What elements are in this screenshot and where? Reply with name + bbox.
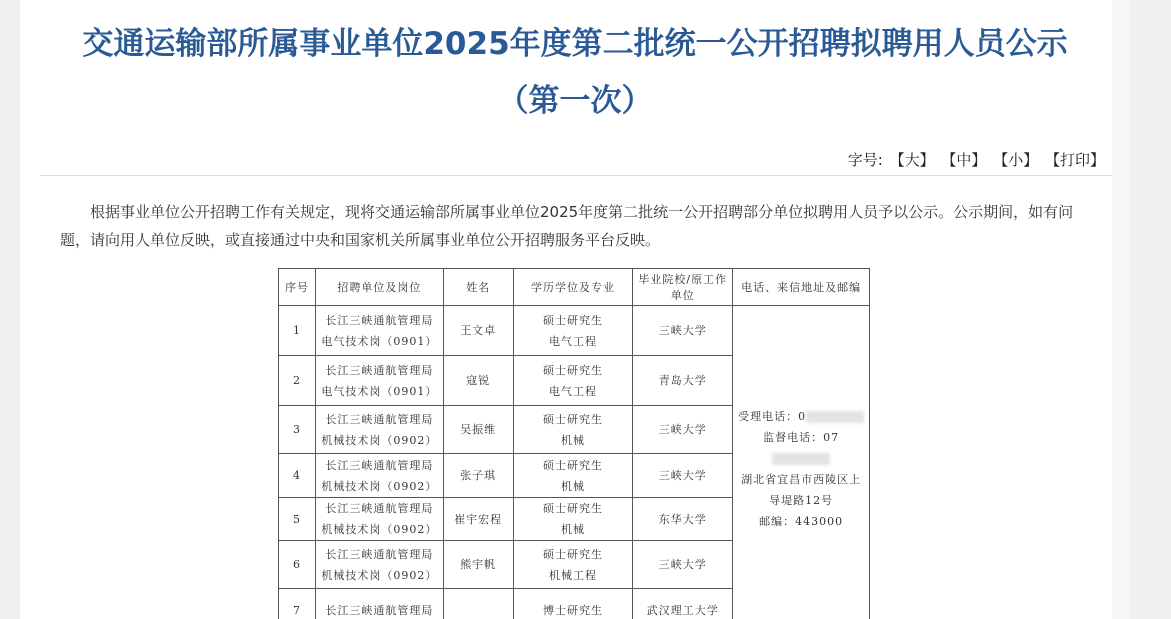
post-text: 机械技术岗（0902） bbox=[321, 568, 438, 582]
cell-name: 王文卓 bbox=[443, 306, 513, 356]
degree-text: 硕士研究生 bbox=[542, 502, 603, 515]
degree-text: 硕士研究生 bbox=[542, 313, 603, 327]
cell-degree bbox=[513, 406, 633, 454]
unit-text: 长江三峡通航管理局 bbox=[325, 502, 434, 515]
post-text: 机械技术岗（0902） bbox=[321, 523, 438, 536]
cell-no: 6 bbox=[279, 541, 316, 589]
redacted-phone bbox=[772, 453, 830, 465]
cell-unit bbox=[315, 406, 443, 454]
cell-unit bbox=[315, 498, 443, 541]
degree-text: 硕士研究生 bbox=[542, 458, 603, 472]
cell-unit bbox=[315, 306, 443, 356]
header-school: 毕业院校/原工作单位 bbox=[633, 269, 733, 306]
header-name: 姓名 bbox=[443, 269, 513, 306]
unit-text: 长江三峡通航管理局 bbox=[325, 363, 434, 377]
font-medium-button[interactable]: 【中】 bbox=[941, 151, 987, 169]
intro-paragraph: 根据事业单位公开招聘工作有关规定，现将交通运输部所属事业单位2025年度第二批统一公开招聘部分单位拟聘用人员予以公示。公示期间，如有问题，请向用人单位反映，或直接通过中央和国家机关所属事业单位公开招聘服务平台反映。 bbox=[60, 203, 1074, 249]
cell-school: 三峡大学 bbox=[633, 454, 733, 498]
cell-unit bbox=[315, 541, 443, 589]
cell-name: 张子琪 bbox=[443, 454, 513, 498]
major-text: 机械 bbox=[560, 479, 585, 493]
cell-school: 三峡大学 bbox=[633, 306, 733, 356]
cell-name: 寇锐 bbox=[443, 356, 513, 406]
cell-no: 3 bbox=[279, 406, 316, 454]
address-line-2: 导堤路12号 bbox=[769, 494, 834, 507]
unit-text: 长江三峡通航管理局 bbox=[325, 458, 434, 472]
cell-school: 三峡大学 bbox=[633, 541, 733, 589]
major-text: 电气工程 bbox=[548, 334, 597, 348]
font-size-label: 字号: bbox=[847, 151, 883, 169]
postcode: 邮编：443000 bbox=[759, 515, 844, 528]
cell-name: 吴振维 bbox=[443, 406, 513, 454]
header-no: 序号 bbox=[279, 269, 316, 306]
major-text: 机械 bbox=[560, 523, 585, 536]
cell-no: 7 bbox=[279, 589, 316, 619]
hire-table bbox=[278, 268, 870, 619]
cell-degree bbox=[513, 589, 633, 619]
cell-no: 4 bbox=[279, 454, 316, 498]
table-header-row bbox=[279, 269, 870, 306]
cell-name: 崔宇宏程 bbox=[443, 498, 513, 541]
degree-text: 硕士研究生 bbox=[542, 412, 603, 426]
cell-degree bbox=[513, 454, 633, 498]
major-text: 电气工程 bbox=[548, 384, 597, 398]
post-text: 机械技术岗（0902） bbox=[321, 433, 438, 447]
degree-text: 博士研究生 bbox=[542, 604, 603, 617]
scrollbar-track[interactable] bbox=[1112, 0, 1130, 619]
unit-text: 长江三峡通航管理局 bbox=[325, 412, 434, 426]
header-unit: 招聘单位及岗位 bbox=[315, 269, 443, 306]
cell-school: 东华大学 bbox=[633, 498, 733, 541]
unit-text: 长江三峡通航管理局 bbox=[325, 313, 434, 327]
cell-no: 2 bbox=[279, 356, 316, 406]
address-line-1: 湖北省宜昌市西陵区上 bbox=[741, 473, 862, 486]
major-text: 机械 bbox=[560, 433, 585, 447]
post-text: 机械技术岗（0902） bbox=[321, 479, 438, 493]
cell-name bbox=[443, 589, 513, 619]
font-size-bar bbox=[846, 149, 1105, 170]
cell-degree bbox=[513, 356, 633, 406]
article-page bbox=[20, 0, 1130, 619]
header-contact: 电话、来信地址及邮编 bbox=[733, 269, 870, 306]
major-text: 机械工程 bbox=[548, 568, 597, 582]
header-degree: 学历学位及专业 bbox=[513, 269, 633, 306]
cell-degree bbox=[513, 306, 633, 356]
page-title: 交通运输部所属事业单位2025年度第二批统一公开招聘拟聘用人员公示 bbox=[82, 26, 1068, 62]
cell-degree bbox=[513, 498, 633, 541]
redacted-phone bbox=[806, 411, 864, 423]
post-text: 电气技术岗（0901） bbox=[321, 334, 438, 348]
font-small-button[interactable]: 【小】 bbox=[993, 151, 1039, 169]
unit-text: 长江三峡通航管理局 bbox=[325, 604, 434, 617]
unit-text: 长江三峡通航管理局 bbox=[325, 547, 434, 561]
supervise-phone: 监督电话：07 bbox=[735, 427, 867, 469]
cell-name: 熊宇帆 bbox=[443, 541, 513, 589]
cell-school: 武汉理工大学 bbox=[633, 589, 733, 619]
cell-degree bbox=[513, 541, 633, 589]
cell-unit bbox=[315, 454, 443, 498]
font-large-button[interactable]: 【大】 bbox=[889, 151, 935, 169]
cell-unit bbox=[315, 589, 443, 619]
page-subtitle: （第一次） bbox=[497, 83, 653, 119]
title-divider bbox=[40, 175, 1130, 176]
cell-contact bbox=[733, 306, 870, 619]
cell-unit bbox=[315, 356, 443, 406]
accept-phone: 受理电话：0 bbox=[735, 406, 867, 427]
cell-no: 1 bbox=[279, 306, 316, 356]
cell-school: 青岛大学 bbox=[633, 356, 733, 406]
print-button[interactable]: 【打印】 bbox=[1044, 151, 1105, 169]
degree-text: 硕士研究生 bbox=[542, 547, 603, 561]
table-row bbox=[279, 306, 870, 356]
post-text: 电气技术岗（0901） bbox=[321, 384, 438, 398]
cell-school: 三峡大学 bbox=[633, 406, 733, 454]
cell-no: 5 bbox=[279, 498, 316, 541]
degree-text: 硕士研究生 bbox=[542, 363, 603, 377]
